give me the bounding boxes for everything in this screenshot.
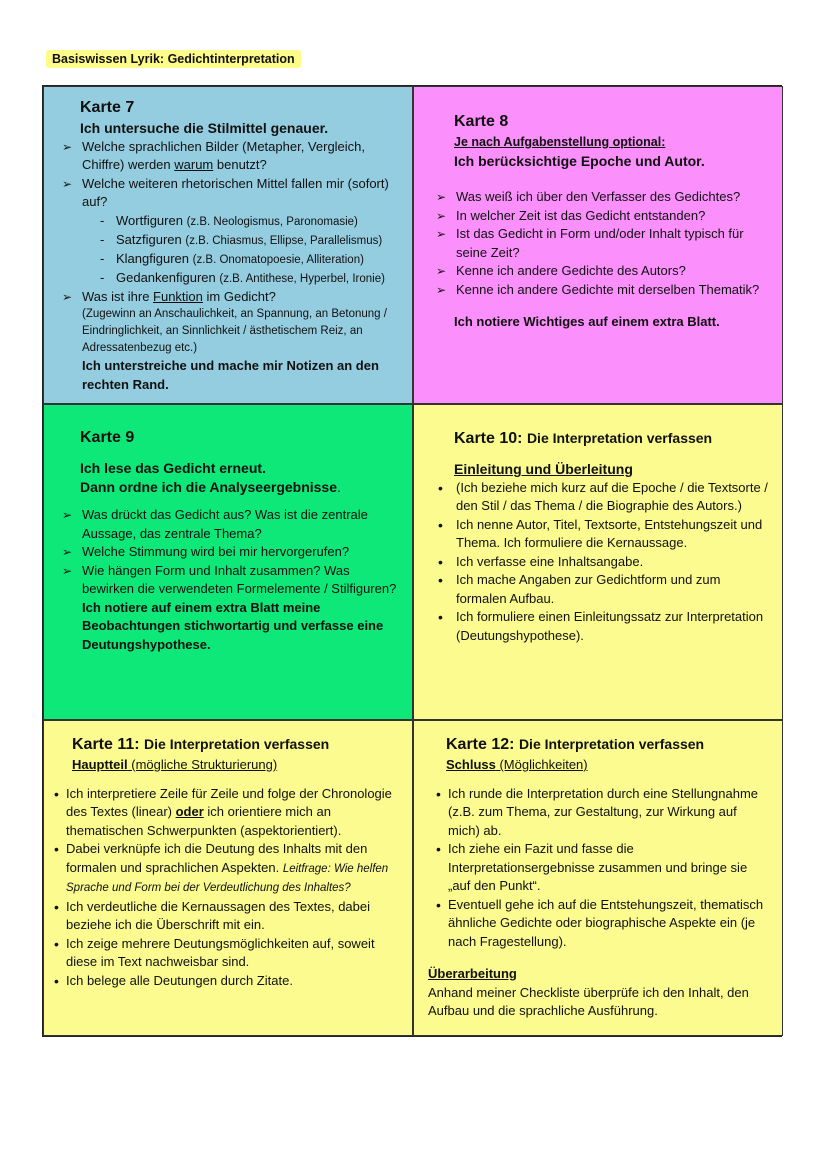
list-item: • Eventuell gehe ich auf die Entstehungszeit, thematisch ähnliche Gedichte oder biographische Aspekte ein (je nach Fragestellung). (436, 896, 772, 952)
list-item: ➢ Was drückt das Gedicht aus? Was ist die zentrale Aussage, das zentrale Thema? (58, 506, 400, 543)
card-9-line2: Dann ordne ich die Analyseergebnisse. (80, 478, 341, 495)
list-item: ➢ Was ist ihre Funktion im Gedicht? (Zugewinn an Anschaulichkeit, an Spannung, an Betonung / Eindringlichkeit, an Sinnlichkeit / ästhetischem Reiz, an Adressatenbezug etc.) (58, 288, 400, 358)
card-9-title: Karte 9 (80, 429, 135, 446)
list-item: • (Ich beziehe mich kurz auf die Epoche / die Textsorte / den Stil / das Thema / die Biographie des Autors.) (432, 479, 768, 516)
card-7-heading: Ich untersuche die Stilmittel genauer. (80, 120, 329, 136)
card-11-title: Karte 11: Die Interpretation verfassen (72, 736, 330, 753)
card-8-title: Karte 8 (454, 113, 509, 130)
card-12-title: Karte 12: Die Interpretation verfassen (446, 736, 705, 753)
list-item: ➢ Welche Stimmung wird bei mir hervorgerufen? (58, 543, 400, 562)
list-item: ➢ In welcher Zeit ist das Gedicht entstanden? (432, 207, 768, 226)
card-7-closing: Ich unterstreiche und mache mir Notizen an den rechten Rand. (82, 358, 379, 392)
list-item: ➢ Wie hängen Form und Inhalt zusammen? Was bewirken die verwendeten Formelemente / Stilfiguren? (58, 562, 400, 599)
card-10 (413, 404, 783, 720)
card-11-list (54, 785, 402, 991)
list-item: - Satzfiguren (z.B. Chiasmus, Ellipse, Parallelismus) (100, 231, 400, 250)
card-9-list (58, 506, 400, 599)
list-item: • Ich zeige mehrere Deutungsmöglichkeiten auf, soweit diese im Text nachweisbar sind. (54, 935, 402, 972)
list-item: - Gedankenfiguren (z.B. Antithese, Hyperbel, Ironie) (100, 269, 400, 288)
list-item: ➢ Was weiß ich über den Verfasser des Gedichtes? (432, 188, 768, 207)
card-10-list (432, 479, 768, 646)
list-item: • Ich verfasse eine Inhaltsangabe. (432, 553, 768, 572)
card-10-title: Karte 10: Die Interpretation verfassen (454, 430, 713, 447)
card-8-heading: Ich berücksichtige Epoche und Autor. (454, 152, 705, 169)
list-item: - Klangfiguren (z.B. Onomatopoesie, Alliteration) (100, 250, 400, 269)
document-title: Basiswissen Lyrik: Gedichtinterpretation (46, 50, 301, 68)
list-item: ➢ Welche weiteren rhetorischen Mittel fallen mir (sofort) auf? - Wortfiguren (z.B. Neologismus, Paronomasie) - Satzfiguren (z.B. Chiasmus, Ellipse, Parallelismus) - Klangfiguren (z.B. Onomatopoesie, Alliteration) - Gedankenfiguren (z.B. Antithese, Hyperbel, Ironie) (58, 175, 400, 288)
list-item: • Ich nenne Autor, Titel, Textsorte, Entstehungszeit und Thema. Ich formuliere die Kernaussage. (432, 516, 768, 553)
function-note: (Zugewinn an Anschaulichkeit, an Spannung, an Betonung / Eindringlichkeit, an Sinnlichkeit / ästhetischem Reiz, an Adressatenbezug etc.) (82, 308, 387, 354)
list-item: • Ich formuliere einen Einleitungssatz zur Interpretation (Deutungshypothese). (432, 608, 768, 645)
card-12-section: Schluss (Möglichkeiten) (446, 757, 588, 772)
card-7-title: Karte 7 (80, 99, 135, 116)
card-7-list (58, 138, 400, 358)
card-8 (413, 86, 783, 404)
list-item: ➢ Kenne ich andere Gedichte des Autors? (432, 262, 768, 281)
list-item: • Ich mache Angaben zur Gedichtform und zum formalen Aufbau. (432, 571, 768, 608)
card-11 (43, 720, 413, 1036)
card-12-list (428, 785, 772, 952)
list-item: ➢ Ist das Gedicht in Form und/oder Inhalt typisch für seine Zeit? (432, 225, 768, 262)
card-9-line1: Ich lese das Gedicht erneut. (80, 460, 266, 476)
card-11-section: Hauptteil (mögliche Strukturierung) (72, 757, 278, 772)
card-9 (43, 404, 413, 720)
list-item: ➢ Welche sprachlichen Bilder (Metapher, Vergleich, Chiffre) werden warum benutzt? (58, 138, 400, 175)
card-12-revision-title: Überarbeitung (428, 966, 517, 981)
list-item: • Ich verdeutliche die Kernaussagen des Textes, dabei beziehe ich die Überschrift mit ein. (54, 898, 402, 935)
figure-list (82, 212, 400, 288)
card-grid (42, 85, 782, 1037)
list-item: • Dabei verknüpfe ich die Deutung des Inhalts mit den formalen und sprachlichen Aspekten. Leitfrage: Wie helfen Sprache und Form bei der Verdeutlichung des Inhaltes? (54, 840, 402, 898)
card-9-closing: Ich notiere auf einem extra Blatt meine Beobachtungen stichwortartig und verfasse eine Deutungshypothese. (82, 599, 384, 652)
card-12 (413, 720, 783, 1036)
card-7 (43, 86, 413, 404)
card-8-list (432, 188, 768, 299)
card-12-revision-text: Anhand meiner Checkliste überprüfe ich den Inhalt, den Aufbau und die sprachliche Ausführung. (428, 984, 749, 1018)
list-item: - Wortfiguren (z.B. Neologismus, Paronomasie) (100, 212, 400, 231)
list-item: • Ich runde die Interpretation durch eine Stellungnahme (z.B. zum Thema, zur Gestaltung, zur Wirkung auf mich) ab. (436, 785, 772, 841)
card-8-optional: Je nach Aufgabenstellung optional: (454, 135, 666, 149)
card-10-section: Einleitung und Überleitung (454, 461, 633, 477)
card-8-closing: Ich notiere Wichtiges auf einem extra Blatt. (454, 314, 720, 329)
list-item: ➢ Kenne ich andere Gedichte mit derselben Thematik? (432, 281, 768, 300)
list-item: • Ich ziehe ein Fazit und fasse die Interpretationsergebnisse zusammen und bringe sie „auf den Punkt“. (436, 840, 772, 896)
list-item: • Ich interpretiere Zeile für Zeile und folge der Chronologie des Textes (linear) oder ich orientiere mich an thematischen Schwerpunkten (aspektorientiert). (54, 785, 402, 841)
list-item: • Ich belege alle Deutungen durch Zitate. (54, 972, 402, 991)
